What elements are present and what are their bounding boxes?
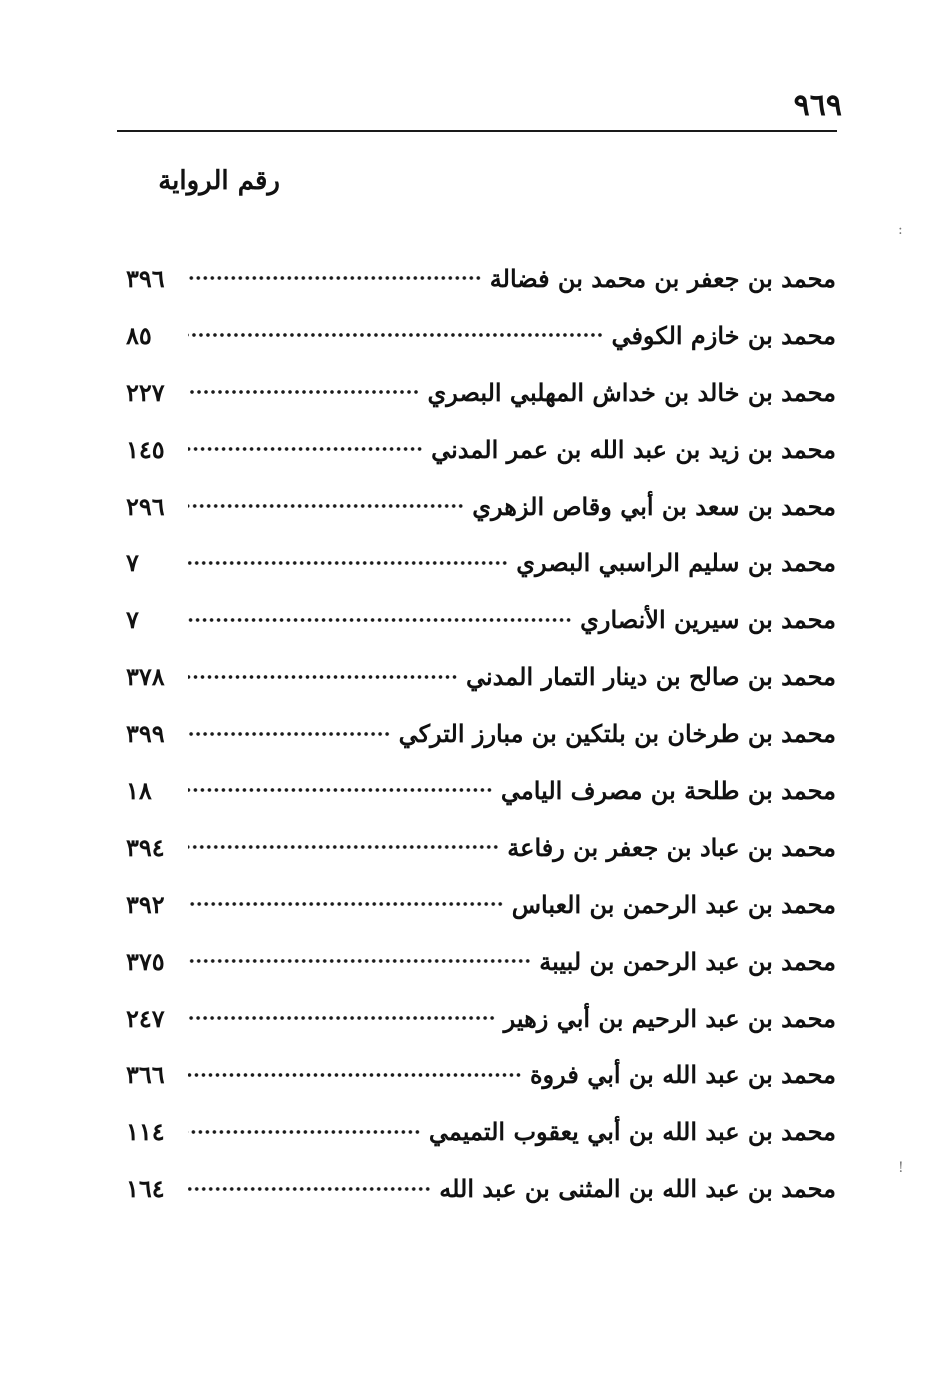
- column-heading: رقم الرواية: [158, 166, 280, 196]
- page-number: ٩٦٩: [793, 88, 842, 123]
- index-entry: [126, 933, 836, 990]
- narration-number: ٣٧٨: [126, 662, 165, 692]
- index-entry: [126, 876, 836, 933]
- margin-mark: !: [898, 1160, 904, 1176]
- index-entry: [126, 250, 836, 307]
- narration-number: ٣٩٤: [126, 832, 165, 862]
- narration-number: ٣٩٦: [126, 263, 165, 293]
- entry-name: محمد بن زيد بن عبد الله بن عمر المدني: [431, 434, 836, 464]
- entry-name: محمد بن عبد الرحمن بن العباس: [511, 889, 836, 919]
- entry-name: محمد بن عبد الرحيم بن أبي زهير: [503, 1003, 836, 1033]
- narration-number: ٣٩٩: [126, 719, 165, 749]
- narration-number: ٢٩٦: [126, 491, 165, 521]
- dot-leader: [188, 672, 458, 682]
- index-entry: [126, 990, 836, 1047]
- index-entry: [126, 1103, 836, 1160]
- header-rule: [117, 130, 837, 132]
- index-entry: [126, 534, 836, 591]
- index-entries-list: [126, 250, 836, 1217]
- dot-leader: [188, 785, 493, 795]
- narration-number: ١١٤: [126, 1117, 165, 1147]
- entry-name: محمد بن سيرين الأنصاري: [580, 605, 836, 635]
- dot-leader: [188, 501, 464, 511]
- narration-number: ٣٩٢: [126, 889, 165, 919]
- index-entry: [126, 364, 836, 421]
- dot-leader: [188, 273, 482, 283]
- dot-leader: [188, 1070, 522, 1080]
- narration-number: ٧: [126, 548, 139, 578]
- index-entry: [126, 1160, 836, 1217]
- dot-leader: [188, 1184, 431, 1194]
- narration-number: ٣٦٦: [126, 1060, 165, 1090]
- entry-name: محمد بن خالد بن خداش المهلبي البصري: [427, 377, 836, 407]
- entry-name: محمد بن صالح بن دينار التمار المدني: [466, 662, 836, 692]
- dot-leader: [188, 330, 603, 340]
- dot-leader: [188, 1127, 421, 1137]
- narration-number: ٨٥: [126, 320, 152, 350]
- entry-name: محمد بن جعفر بن محمد بن فضالة: [489, 263, 836, 293]
- index-entry: [126, 478, 836, 535]
- entry-name: محمد بن عبد الله بن أبي يعقوب التميمي: [428, 1117, 836, 1147]
- index-entry: [126, 1046, 836, 1103]
- dot-leader: [188, 444, 423, 454]
- narration-number: ٧: [126, 605, 139, 635]
- margin-mark: :: [898, 222, 903, 238]
- entry-name: محمد بن سليم الراسبي البصري: [516, 548, 836, 578]
- dot-leader: [188, 842, 499, 852]
- narration-number: ٢٤٧: [126, 1003, 165, 1033]
- entry-name: محمد بن عبد الرحمن بن لبيبة: [539, 946, 836, 976]
- entry-name: محمد بن سعد بن أبي وقاص الزهري: [472, 491, 836, 521]
- entry-name: محمد بن عبد الله بن المثنى بن عبد الله: [439, 1174, 836, 1204]
- index-entry: [126, 421, 836, 478]
- dot-leader: [188, 387, 420, 397]
- index-entry: [126, 819, 836, 876]
- dot-leader: [188, 1013, 496, 1023]
- narration-number: ٢٢٧: [126, 377, 165, 407]
- index-entry: [126, 648, 836, 705]
- entry-name: محمد بن طرخان بن بلتكين بن مبارز التركي: [398, 719, 836, 749]
- narration-number: ١٦٤: [126, 1174, 165, 1204]
- narration-number: ١٨: [126, 775, 152, 805]
- dot-leader: [188, 615, 572, 625]
- dot-leader: [188, 899, 504, 909]
- entry-name: محمد بن عباد بن جعفر بن رفاعة: [507, 832, 836, 862]
- entry-name: محمد بن طلحة بن مصرف اليامي: [500, 775, 836, 805]
- index-entry: [126, 762, 836, 819]
- dot-leader: [188, 956, 531, 966]
- narration-number: ١٤٥: [126, 434, 165, 464]
- index-entry: [126, 705, 836, 762]
- entry-name: محمد بن عبد الله بن أبي فروة: [529, 1060, 836, 1090]
- index-entry: [126, 591, 836, 648]
- dot-leader: [188, 729, 391, 739]
- index-entry: [126, 307, 836, 364]
- dot-leader: [188, 558, 508, 568]
- narration-number: ٣٧٥: [126, 946, 165, 976]
- entry-name: محمد بن خازم الكوفي: [611, 320, 836, 350]
